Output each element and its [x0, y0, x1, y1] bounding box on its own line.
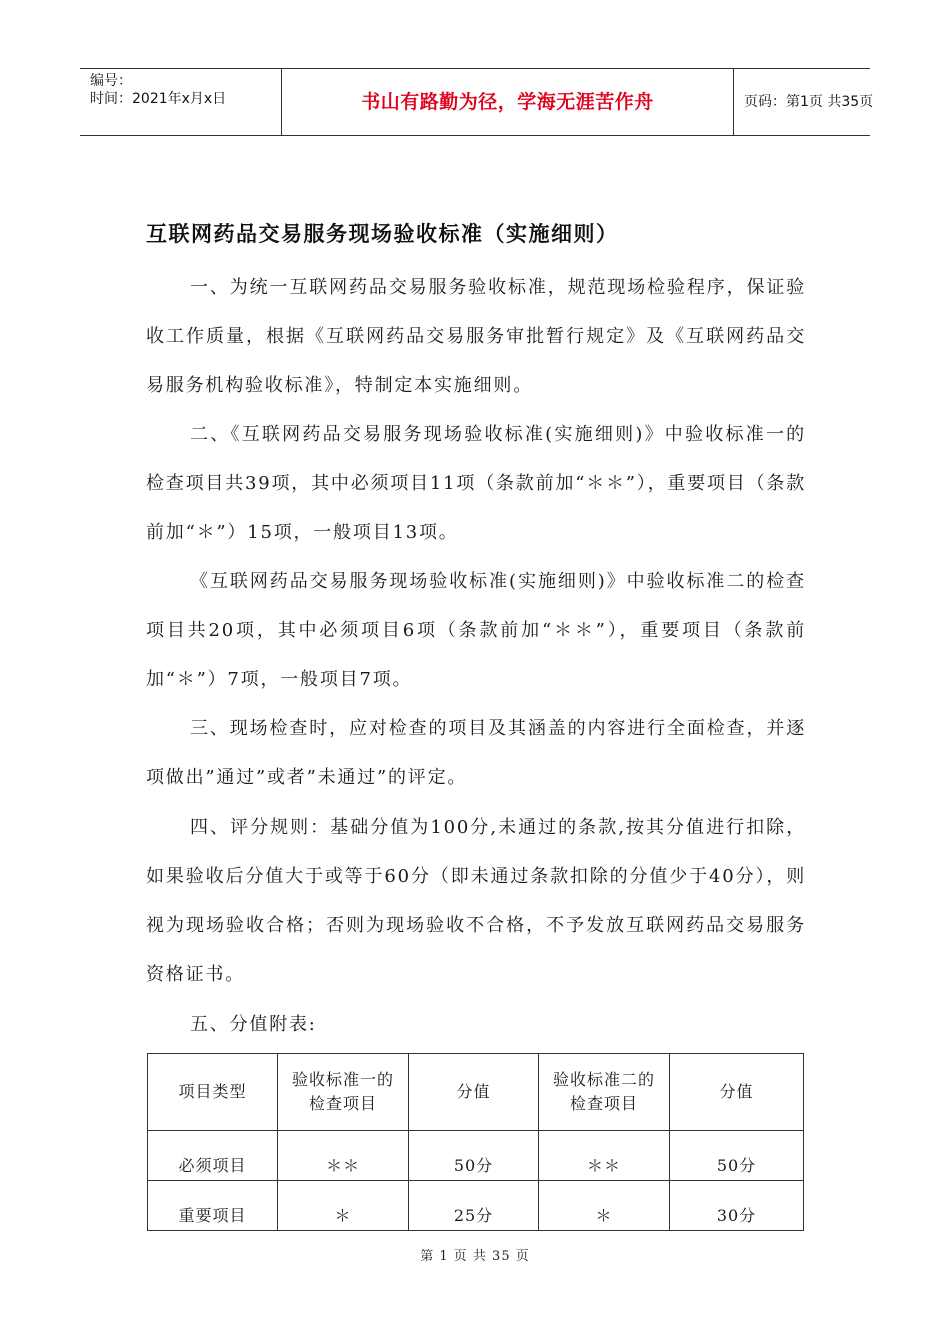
- number-label: 编号：: [90, 73, 132, 89]
- table-header-cell: 验收标准二的检查项目: [539, 1054, 670, 1131]
- header-motto: 书山有路勤为径，学海无涯苦作舟: [282, 69, 734, 135]
- header-page-label: 页码：第1页 共35页: [744, 94, 874, 110]
- page-header: [80, 68, 874, 136]
- page-footer: 第 1 页 共 35 页: [420, 1249, 530, 1264]
- table-row: [148, 1181, 804, 1231]
- paragraph-4: 三、现场检查时，应对检查的项目及其涵盖的内容进行全面检查，并逐项做出”通过”或者”未通过”的评定。: [146, 718, 806, 788]
- table-header-row: [148, 1054, 804, 1131]
- paragraph-3: 《互联网药品交易服务现场验收标准(实施细则)》中验收标准二的检查项目共20项，其中必须项目6项（条款前加“＊＊”），重要项目（条款前加“＊”）7项，一般项目7项。: [146, 571, 806, 690]
- paragraph-1: 一、为统一互联网药品交易服务验收标准，规范现场检验程序，保证验收工作质量，根据《互联网药品交易服务审批暂行规定》及《互联网药品交易服务机构验收标准》，特制定本实施细则。: [146, 277, 806, 396]
- table-cell: ＊: [278, 1181, 409, 1231]
- table-cell: 必须项目: [148, 1131, 278, 1181]
- table-header-cell: 项目类型: [148, 1054, 278, 1131]
- table-cell: ＊＊: [278, 1131, 409, 1181]
- table-cell: 30分: [670, 1181, 804, 1231]
- header-meta: [80, 69, 282, 135]
- table-cell: 重要项目: [148, 1181, 278, 1231]
- table-cell: 25分: [409, 1181, 539, 1231]
- table-header-cell: 验收标准一的检查项目: [278, 1054, 409, 1131]
- document-title: 互联网药品交易服务现场验收标准（实施细则）: [146, 222, 619, 246]
- paragraph-2: 二、《互联网药品交易服务现场验收标准(实施细则)》中验收标准一的检查项目共39项，其中必须项目11项（条款前加“＊＊”），重要项目（条款前加“＊”）15项，一般项目13项。: [146, 424, 807, 543]
- table-row: [148, 1131, 804, 1181]
- table-cell: ＊: [539, 1181, 670, 1231]
- table-cell: 50分: [409, 1131, 539, 1181]
- table-cell: 50分: [670, 1131, 804, 1181]
- score-table: [147, 1053, 804, 1231]
- table-header-cell: 分值: [409, 1054, 539, 1131]
- paragraph-5: 四、评分规则：基础分值为100分,未通过的条款,按其分值进行扣除，如果验收后分值大于或等于60分（即未通过条款扣除的分值少于40分），则视为现场验收合格；否则为现场验收不合格，不予发放互联网药品交易服务资格证书。: [146, 817, 806, 985]
- paragraph-6: 五、分值附表:: [190, 1014, 317, 1035]
- table-cell: ＊＊: [539, 1131, 670, 1181]
- time-label: 时间：2021年x月x日: [90, 91, 227, 107]
- table-header-cell: 分值: [670, 1054, 804, 1131]
